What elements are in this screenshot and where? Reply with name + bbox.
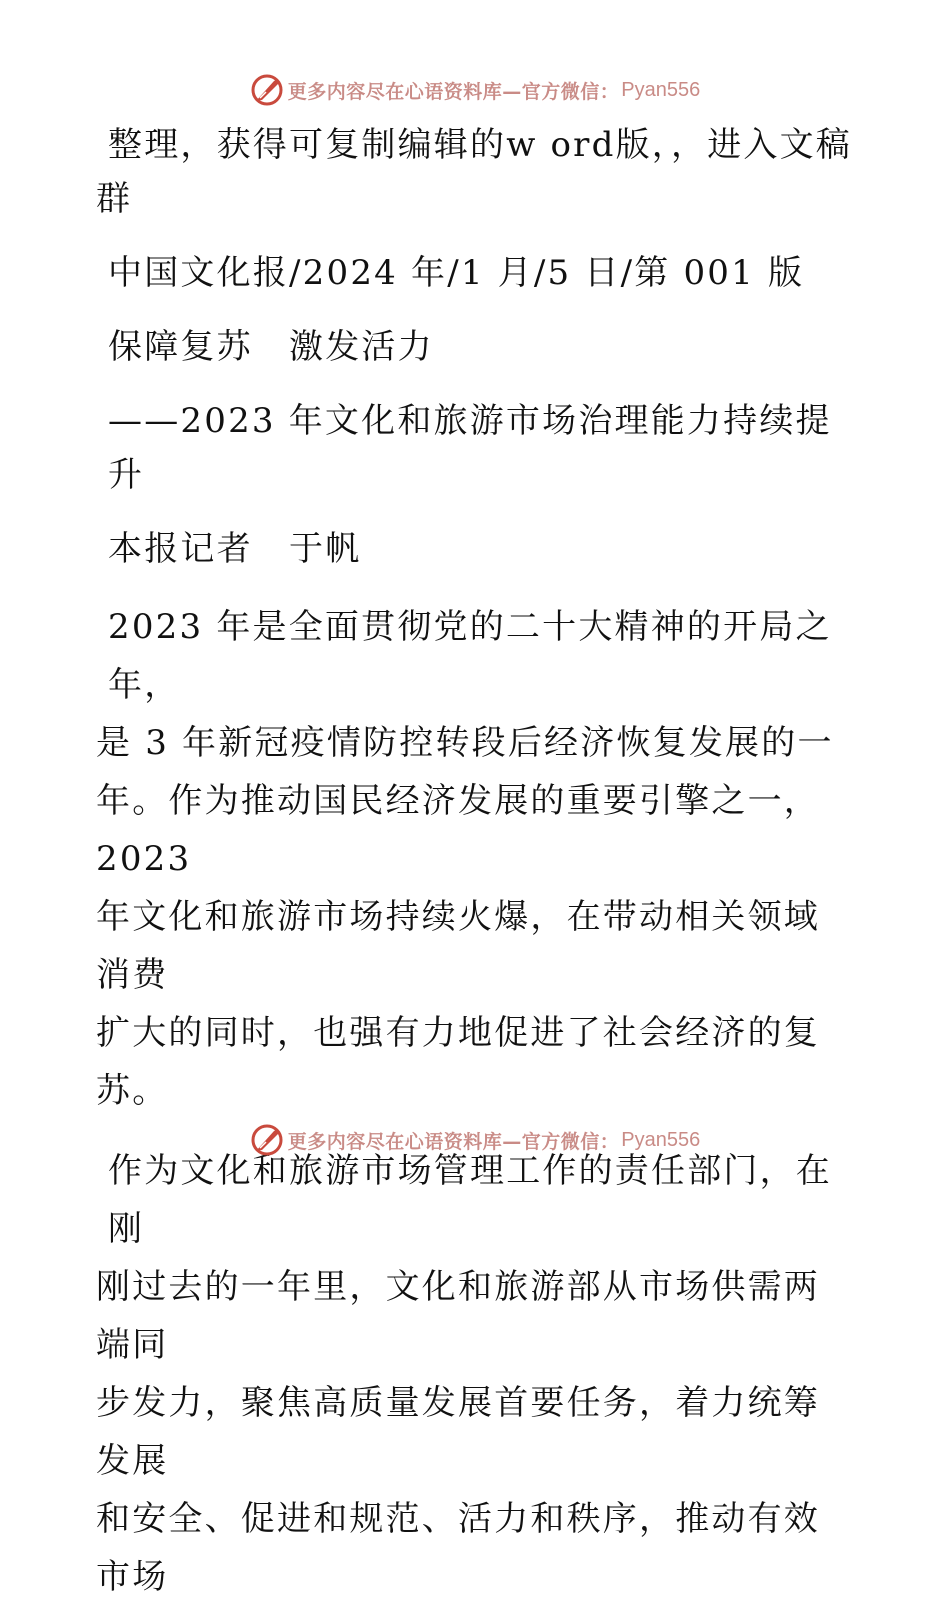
intro-line-2: 群 <box>96 179 133 219</box>
paragraph-1-line: 扩大的同时，也强有力地促进了社会经济的复苏。 <box>96 1013 820 1111</box>
banner-wechat-id: Pyan556 <box>621 1128 701 1151</box>
quill-logo-icon <box>250 73 284 107</box>
byline: 本报记者 于帆 <box>108 529 362 569</box>
paragraph-2-line: 步发力，聚焦高质量发展首要任务，着力统筹发展 <box>96 1383 820 1481</box>
banner-text: 更多内容尽在心语资料库—官方微信： <box>287 80 620 103</box>
paragraph-2 <box>96 1142 856 1606</box>
headline: 保障复苏 激发活力 <box>108 327 434 367</box>
source-line: 中国文化报/2024 年/1 月/5 日/第 001 版 <box>108 253 805 293</box>
subheadline: ——2023 年文化和旅游市场治理能力持续提升 <box>108 401 832 495</box>
paragraph-2-line: 作为文化和旅游市场管理工作的责任部门，在刚 <box>108 1151 832 1249</box>
banner-text: 更多内容尽在心语资料库—官方微信： <box>287 1130 620 1153</box>
watermark-banner-bottom <box>0 1120 950 1160</box>
banner-wechat-id: Pyan556 <box>621 78 701 101</box>
quill-logo-icon <box>250 1123 284 1157</box>
paragraph-1-line: 2023 年是全面贯彻党的二十大精神的开局之年， <box>108 607 832 705</box>
document-body <box>96 118 856 1606</box>
paragraph-1-line: 年。作为推动国民经济发展的重要引擎之一，2023 <box>96 781 820 879</box>
paragraph-1-line: 年文化和旅游市场持续火爆，在带动相关领域消费 <box>96 897 820 995</box>
intro-line-1: 整理，获得可复制编辑的w ord版，，进入文稿 <box>108 125 852 165</box>
paragraph-2-line: 和安全、促进和规范、活力和秩序，推动有效市场 <box>96 1499 820 1597</box>
paragraph-2-line: 刚过去的一年里，文化和旅游部从市场供需两端同 <box>96 1267 820 1365</box>
paragraph-1-line: 是 3 年新冠疫情防控转段后经济恢复发展的一 <box>96 723 834 763</box>
watermark-banner-top <box>0 70 950 110</box>
paragraph-1 <box>96 598 856 1120</box>
